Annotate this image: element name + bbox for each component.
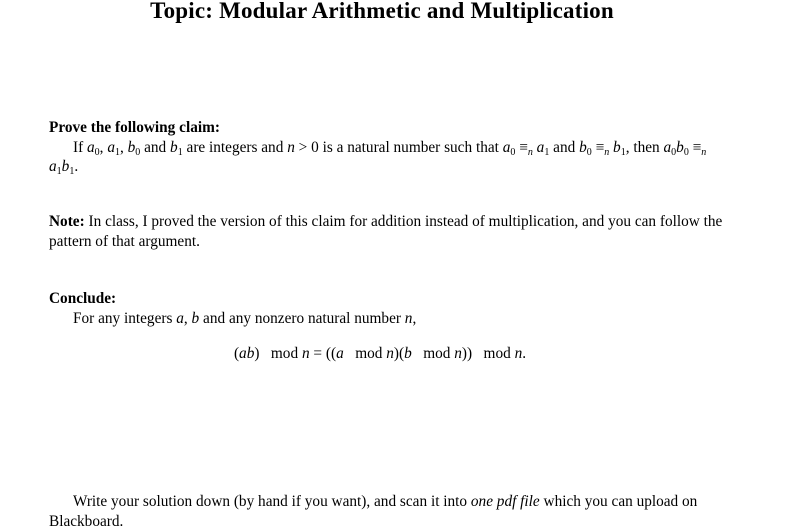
conclude-section	[49, 289, 729, 328]
prove-statement: If $a_0$, $a_1$, $b_0$ and $b_1$ are integers and n > 0 is a natural number such that $a_0 \equiv_n$ $a_1$ and $b_0 \equiv_n$ $b_1$, then $a_0b_0 \equiv_n$ $a_1b_1$.	[49, 138, 707, 177]
prove-heading: Prove the following claim:	[49, 119, 220, 136]
footer-emphasis: one pdf file	[470, 493, 540, 510]
footer-text-after: which you can upload on Blackboard.	[49, 493, 698, 530]
note-section	[49, 212, 729, 251]
conclude-heading: Conclude:	[49, 290, 117, 307]
footer-text-before: Write your solution down (by hand if you want), and scan it into	[73, 493, 468, 510]
note-label: Note:	[49, 213, 85, 230]
prove-section	[49, 118, 729, 177]
page-title: Topic: Modular Arithmetic and Multiplication	[150, 0, 614, 23]
conclude-text: For any integers a, b and any nonzero natural number n,	[73, 309, 417, 327]
note-text: In class, I proved the version of this claim for addition instead of multiplication, and you can follow the pattern of that argument.	[49, 213, 723, 250]
footer-instructions	[49, 492, 729, 531]
modular-equation: (ab) mod n = ((a mod n)(b mod n)) mod n.	[233, 345, 527, 362]
